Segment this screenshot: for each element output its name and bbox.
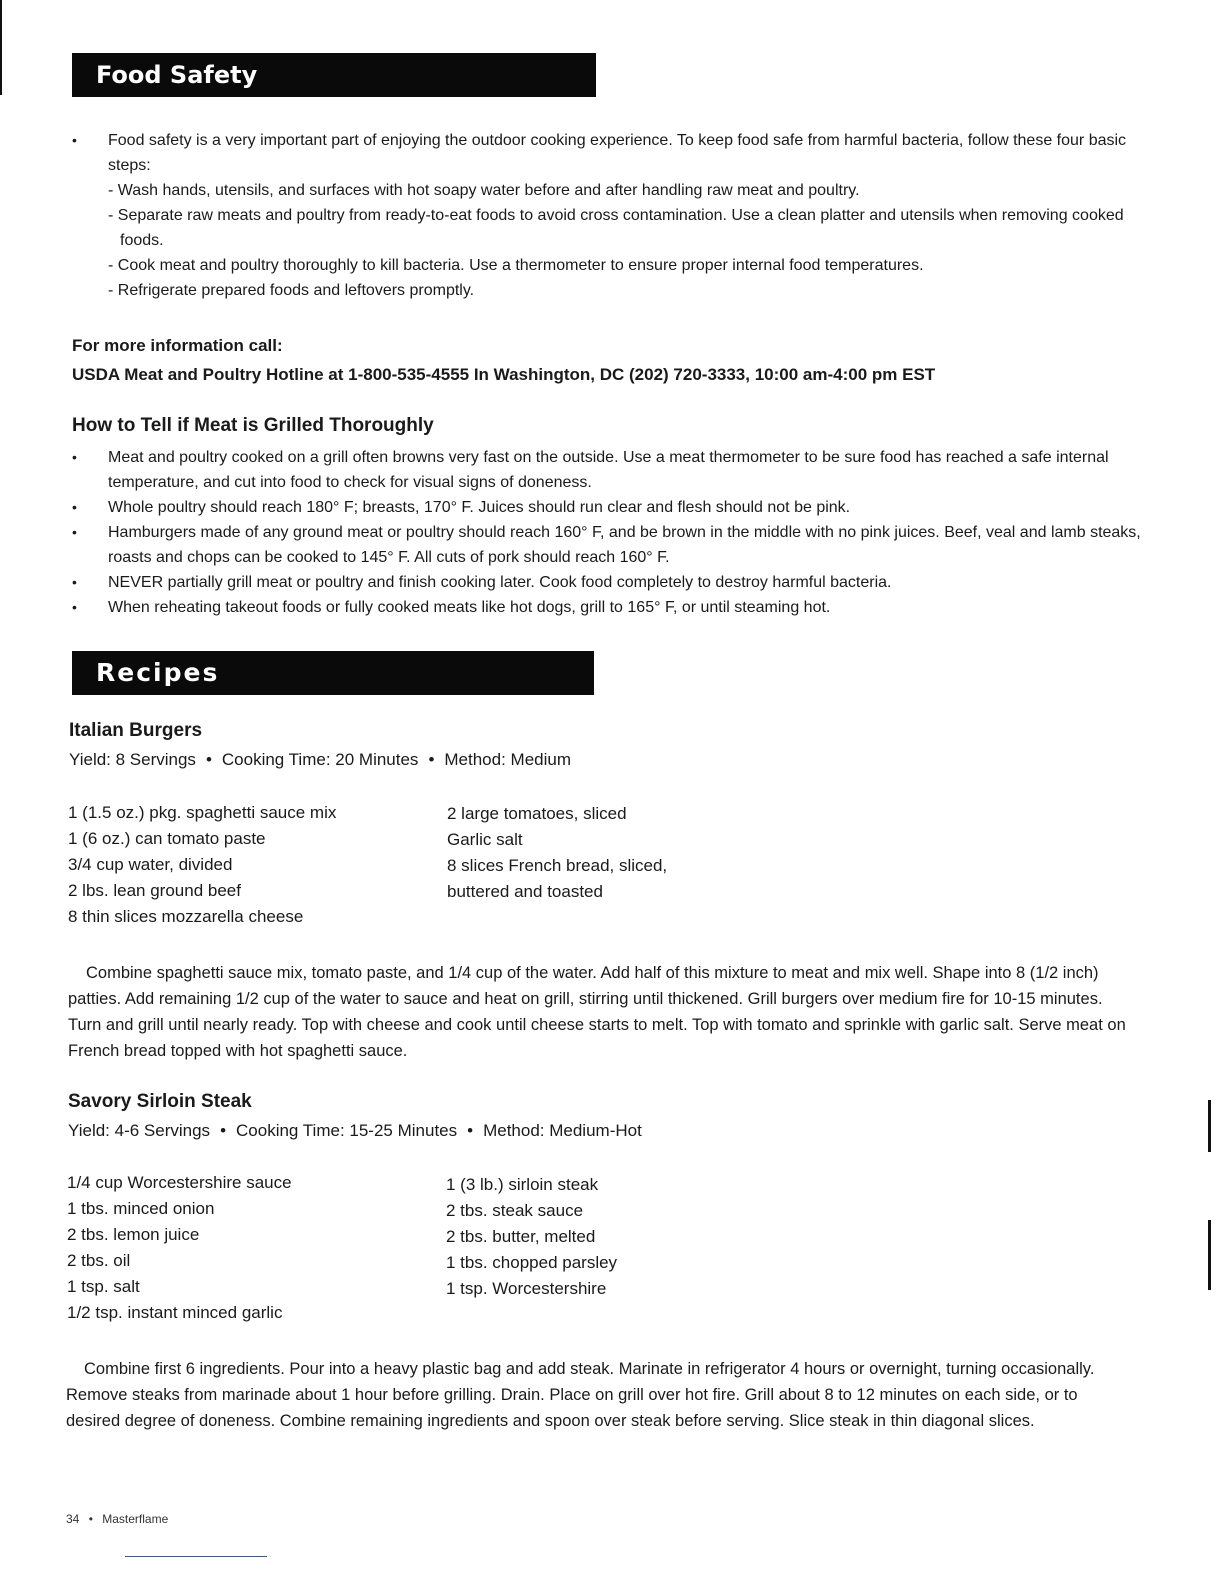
footer-rule	[125, 1556, 267, 1557]
list-item: • Meat and poultry cooked on a grill often browns very fast on the outside. Use a meat thermometer to be sure food has reached a safe internal temperature, and cut into food to check for visual signs of doneness.	[72, 445, 1162, 495]
ingredient: 3/4 cup water, divided	[68, 855, 233, 874]
safety-step: - Separate raw meats and poultry from ready-to-eat foods to avoid cross contamination. Use a clean platter and utensils when removing cooked foods.	[108, 207, 1124, 249]
grilled-heading: How to Tell if Meat is Grilled Thoroughly	[72, 415, 434, 436]
separator: •	[428, 750, 435, 769]
scan-edge	[1208, 1220, 1211, 1290]
recipe-method: Method: Medium-Hot	[483, 1121, 642, 1140]
safety-step: - Refrigerate prepared foods and leftovers promptly.	[108, 282, 475, 299]
recipe-meta	[69, 747, 571, 773]
list-item: • When reheating takeout foods or fully cooked meats like hot dogs, grill to 165° F, or until steaming hot.	[72, 595, 1162, 620]
ingredient: 2 tbs. lemon juice	[67, 1225, 200, 1244]
recipe-directions: Combine spaghetti sauce mix, tomato paste, and 1/4 cup of the water. Add half of this mixture to meat and mix well. Shape into 8 (1/2 inch) patties. Add remaining 1/2 cup of the water to sauce and heat on grill, stirring until thickened. Grill burgers over medium fire for 10-15 minutes. Turn and grill until nearly ready. Top with cheese and cook until cheese starts to melt. Top with tomato and sprinkle with garlic salt. Serve meat on French bread topped with hot spaghetti sauce.	[68, 964, 1126, 1060]
ingredient: 1/4 cup Worcestershire sauce	[67, 1173, 292, 1192]
list-item	[72, 128, 1162, 303]
page-footer	[66, 1512, 168, 1526]
ingredient: 2 lbs. lean ground beef	[68, 881, 241, 900]
ingredients-right	[446, 1172, 617, 1302]
recipe-directions: Combine first 6 ingredients. Pour into a heavy plastic bag and add steak. Marinate in refrigerator 4 hours or overnight, turning occasionally. Remove steaks from marinade about 1 hour before grilling. Drain. Place on grill over hot fire. Grill about 8 to 12 minutes on each side, or to desired degree of doneness. Combine remaining ingredients and spoon over steak before serving. Slice steak in thin diagonal slices.	[66, 1360, 1095, 1430]
recipe-meta	[68, 1118, 642, 1144]
separator: •	[467, 1121, 474, 1140]
separator: •	[220, 1121, 227, 1140]
separator: •	[205, 750, 212, 769]
ingredient: 8 thin slices mozzarella cheese	[68, 907, 304, 926]
ingredient: 8 slices French bread, sliced,	[447, 856, 668, 875]
ingredient: 1 tbs. chopped parsley	[446, 1253, 618, 1272]
recipe-yield: Yield: 8 Servings	[69, 750, 196, 769]
scan-edge	[0, 0, 2, 95]
ingredient: 1 (3 lb.) sirloin steak	[446, 1175, 599, 1194]
info-heading: For more information call:	[72, 336, 283, 355]
ingredient: 2 tbs. steak sauce	[446, 1201, 584, 1220]
recipe-method: Method: Medium	[444, 750, 572, 769]
food-safety-intro: Food safety is a very important part of enjoying the outdoor cooking experience. To keep food safe from harmful bacteria, follow these four basic steps:	[108, 132, 1127, 174]
hotline-text: USDA Meat and Poultry Hotline at 1-800-535-4555 In Washington, DC (202) 720-3333, 10:00 am-4:00 pm EST	[72, 365, 936, 384]
recipe-title: Italian Burgers	[69, 720, 203, 741]
page-number: 34	[66, 1512, 80, 1526]
food-safety-list	[72, 128, 1162, 303]
safety-step: - Cook meat and poultry thoroughly to kill bacteria. Use a thermometer to ensure proper internal food temperatures.	[108, 257, 924, 274]
ingredient: 1 tsp. Worcestershire	[446, 1279, 607, 1298]
footer-separator: •	[88, 1512, 93, 1526]
recipes-banner: Recipes	[72, 651, 594, 695]
ingredient: 1 tsp. salt	[67, 1277, 140, 1296]
list-item: • NEVER partially grill meat or poultry and finish cooking later. Cook food completely to destroy harmful bacteria.	[72, 570, 1162, 595]
recipe-time: Cooking Time: 20 Minutes	[221, 750, 419, 769]
ingredient: 1/2 tsp. instant minced garlic	[67, 1303, 283, 1322]
grilled-list	[72, 445, 1162, 620]
brand-name: Masterflame	[102, 1512, 169, 1526]
ingredients-left	[67, 1170, 292, 1326]
ingredient: buttered and toasted	[447, 882, 603, 901]
ingredient: Garlic salt	[447, 830, 523, 849]
recipe-time: Cooking Time: 15-25 Minutes	[236, 1121, 458, 1140]
ingredients-right	[447, 801, 667, 905]
ingredient: 1 (1.5 oz.) pkg. spaghetti sauce mix	[68, 803, 337, 822]
recipe-yield: Yield: 4-6 Servings	[68, 1121, 211, 1140]
ingredient: 1 tbs. minced onion	[67, 1199, 215, 1218]
ingredients-left	[68, 800, 336, 930]
list-item: • Whole poultry should reach 180° F; breasts, 170° F. Juices should run clear and flesh should not be pink.	[72, 495, 1162, 520]
food-safety-banner: Food Safety	[72, 53, 596, 97]
safety-step: - Wash hands, utensils, and surfaces with hot soapy water before and after handling raw meat and poultry.	[108, 182, 860, 199]
recipe-title: Savory Sirloin Steak	[68, 1091, 252, 1112]
ingredient: 2 tbs. oil	[67, 1251, 131, 1270]
list-item: • Hamburgers made of any ground meat or poultry should reach 160° F, and be brown in the middle with no pink juices. Beef, veal and lamb steaks, roasts and chops can be cooked to 145° F. All cuts of pork should reach 160° F.	[72, 520, 1162, 570]
safety-steps	[108, 178, 1162, 303]
ingredient: 1 (6 oz.) can tomato paste	[68, 829, 266, 848]
ingredient: 2 tbs. butter, melted	[446, 1227, 596, 1246]
ingredient: 2 large tomatoes, sliced	[447, 804, 627, 823]
scan-edge	[1208, 1100, 1211, 1152]
